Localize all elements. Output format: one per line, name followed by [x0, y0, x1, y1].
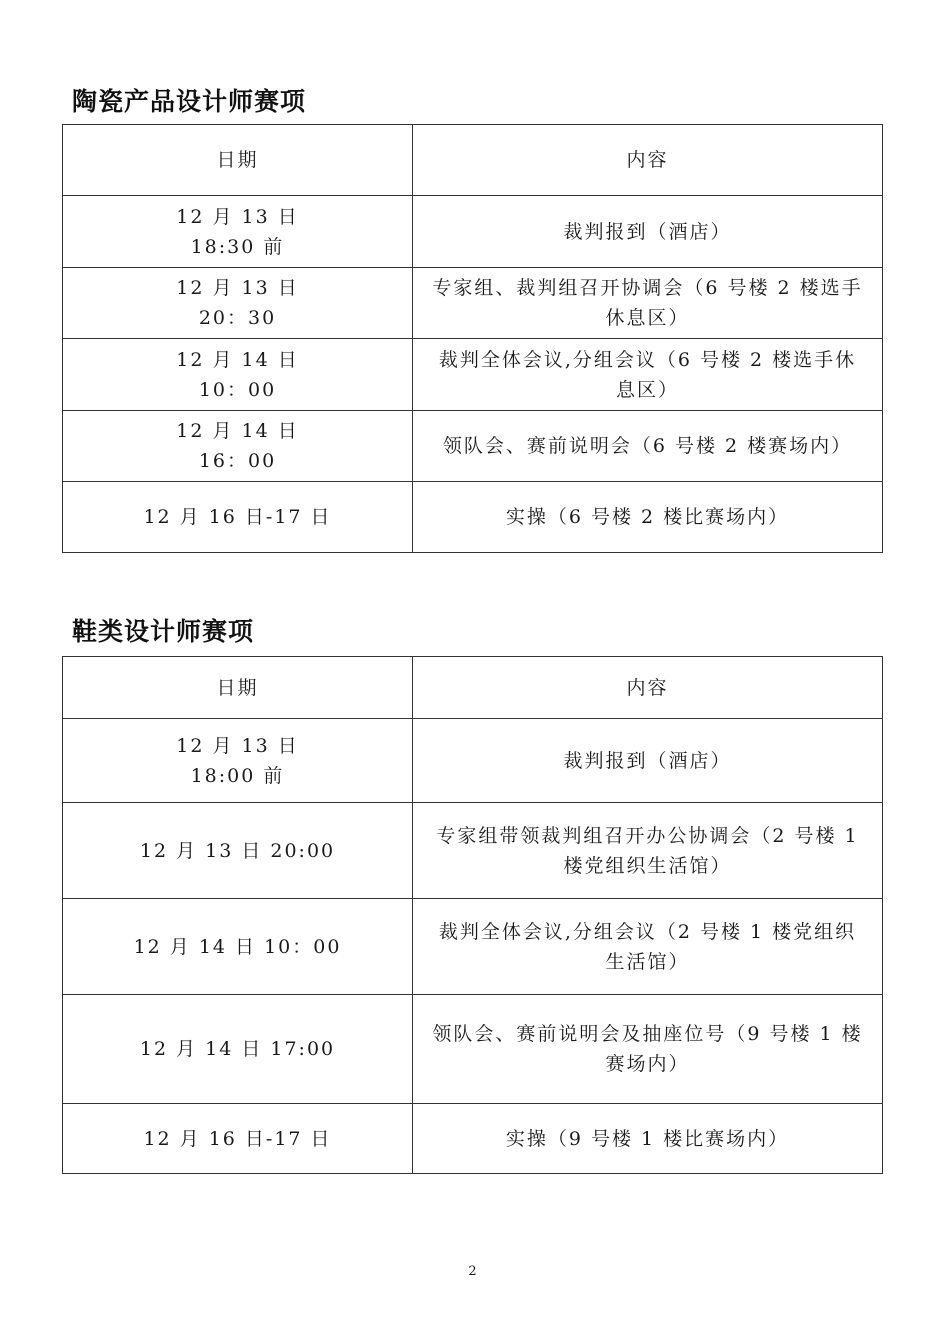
date-line: 10：00: [198, 378, 277, 401]
content-cell: [413, 268, 883, 339]
content-line: 实操（6 号楼 2 楼比赛场内）: [505, 506, 790, 528]
date-line: 12 月 13 日: [176, 277, 299, 299]
date-line: 12 月 14 日: [176, 420, 299, 442]
table-row: [63, 482, 883, 553]
content-line: 实操（9 号楼 1 楼比赛场内）: [505, 1127, 790, 1150]
table-row: [63, 339, 883, 411]
section-title-footwear: 鞋类设计师赛项: [72, 617, 255, 646]
table-row: [63, 268, 883, 339]
date-line: 18:00 前: [190, 764, 285, 787]
table-header-row: [63, 657, 883, 719]
table-row: [63, 1104, 883, 1174]
table-row: [63, 899, 883, 995]
content-line: 专家组、裁判组召开协调会（6 号楼 2 楼选手: [432, 277, 863, 299]
table-row: [63, 719, 883, 803]
content-line: 裁判全体会议,分组会议（6 号楼 2 楼选手休: [438, 348, 857, 371]
content-cell: [413, 411, 883, 482]
content-line: 领队会、赛前说明会（6 号楼 2 楼赛场内）: [442, 435, 853, 457]
content-line: 裁判全体会议,分组会议（2 号楼 1 楼党组织: [438, 920, 857, 943]
content-cell: [413, 482, 883, 553]
header-content: 内容: [413, 125, 883, 196]
content-line: 生活馆）: [605, 950, 690, 973]
date-line: 16：00: [198, 450, 277, 472]
table-row: [63, 803, 883, 899]
date-line: 12 月 16 日-17 日: [143, 1127, 332, 1150]
content-line: 赛场内）: [605, 1053, 690, 1075]
header-date: 日期: [63, 657, 413, 719]
content-line: 裁判报到（酒店）: [563, 749, 732, 772]
section-title-ceramics: 陶瓷产品设计师赛项: [72, 87, 307, 116]
date-cell: [63, 196, 413, 268]
content-line: 楼党组织生活馆）: [563, 854, 732, 877]
content-line: 休息区）: [605, 307, 690, 329]
date-line: 12 月 13 日: [176, 205, 299, 228]
date-cell: [63, 899, 413, 995]
schedule-table-footwear: [62, 656, 883, 1174]
date-cell: [63, 1104, 413, 1174]
header-content: 内容: [413, 657, 883, 719]
date-cell: [63, 719, 413, 803]
date-cell: [63, 803, 413, 899]
date-line: 12 月 13 日 20:00: [139, 839, 336, 862]
header-date: 日期: [63, 125, 413, 196]
content-cell: [413, 339, 883, 411]
schedule-table-ceramics: [62, 124, 883, 553]
content-cell: [413, 1104, 883, 1174]
content-cell: [413, 803, 883, 899]
date-line: 12 月 16 日-17 日: [143, 506, 332, 528]
date-line: 20：30: [198, 307, 277, 329]
date-cell: [63, 339, 413, 411]
content-cell: [413, 719, 883, 803]
page-number: 2: [468, 1264, 477, 1279]
date-cell: [63, 268, 413, 339]
date-line: 12 月 14 日: [176, 348, 299, 371]
table-row: [63, 995, 883, 1104]
date-line: 12 月 14 日 17:00: [139, 1038, 336, 1060]
date-line: 12 月 13 日: [176, 734, 299, 757]
table-row: [63, 196, 883, 268]
date-line: 12 月 14 日 10：00: [133, 935, 342, 958]
content-line: 领队会、赛前说明会及抽座位号（9 号楼 1 楼: [432, 1023, 863, 1045]
date-cell: [63, 995, 413, 1104]
content-cell: [413, 196, 883, 268]
content-line: 专家组带领裁判组召开办公协调会（2 号楼 1: [436, 824, 859, 847]
table-header-row: [63, 125, 883, 196]
content-line: 裁判报到（酒店）: [563, 220, 732, 243]
content-cell: [413, 899, 883, 995]
table-row: [63, 411, 883, 482]
date-cell: [63, 482, 413, 553]
content-line: 息区）: [615, 378, 679, 401]
date-cell: [63, 411, 413, 482]
content-cell: [413, 995, 883, 1104]
date-line: 18:30 前: [190, 235, 285, 258]
